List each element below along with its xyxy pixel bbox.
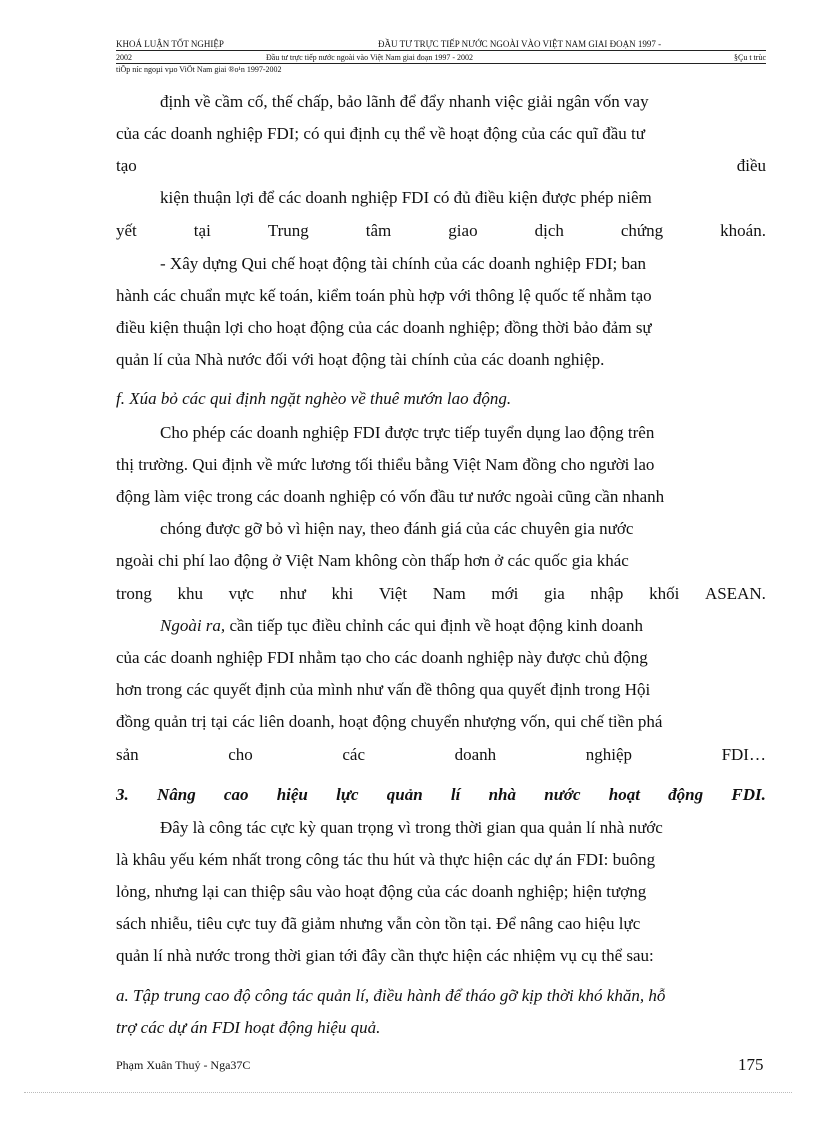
subheader-garbled: tiÕp níc ngoµi vµo ViÖt Nam giai ®o¹n 1997-2002 xyxy=(116,65,282,74)
body-line-5 xyxy=(116,221,766,241)
word: các xyxy=(342,745,366,764)
heading-word: cao xyxy=(223,785,249,804)
body-line-8: điều kiện thuận lợi cho hoạt động của các doanh nghiệp; đồng thời bảo đảm sự xyxy=(116,318,652,337)
heading-word: nước xyxy=(544,785,581,804)
body-line-13: động làm việc trong các doanh nghiệp có vốn đầu tư nước ngoài cũng cần nhanh xyxy=(116,487,665,506)
word: nhập xyxy=(590,584,624,603)
footer-author: Phạm Xuân Thuỷ - Nga37C xyxy=(116,1058,251,1072)
body-line-15: ngoài chi phí lao động ở Việt Nam không còn thấp hơn ở các quốc gia khác xyxy=(116,551,629,570)
body-line-14: chóng được gỡ bỏ vì hiện nay, theo đánh giá của các chuyên gia nước xyxy=(160,519,634,538)
word: vực xyxy=(228,584,254,603)
word: doanh xyxy=(454,745,497,764)
word: chứng xyxy=(620,221,664,240)
subsection-f-title: f. Xúa bỏ các qui định ngặt nghèo về thuê mướn lao động. xyxy=(116,389,512,408)
header-right: ĐẦU TƯ TRỰC TIẾP NƯỚC NGOÀI VÀO VIỆT NAM GIAI ĐOẠN 1997 - xyxy=(378,39,662,49)
word: gia xyxy=(543,584,565,603)
body-line-3 xyxy=(116,156,766,176)
subheader-garbled-right: §Çu t trùc xyxy=(734,53,766,62)
body-line-2: của các doanh nghiệp FDI; có qui định cụ thể về hoạt động của các quĩ đầu tư xyxy=(116,124,645,143)
heading-word: nhà xyxy=(488,785,517,804)
body-line-17 xyxy=(160,616,766,636)
running-header xyxy=(116,38,766,51)
word: nghiệp xyxy=(585,745,632,764)
subheader-title: Đầu tư trực tiếp nước ngoài vào Việt Nam giai đoạn 1997 - 2002 xyxy=(266,53,474,62)
heading-word: Nâng xyxy=(156,785,196,804)
heading-word: động xyxy=(668,785,704,804)
body-line-21 xyxy=(116,745,766,765)
body-line-18: của các doanh nghiệp FDI nhằm tạo cho các doanh nghiệp này được chủ động xyxy=(116,648,648,667)
body-line-24: là khâu yếu kém nhất trong công tác thu hút và thực hiện các dự án FDI: buông xyxy=(116,850,656,869)
body-line-11: Cho phép các doanh nghiệp FDI được trực tiếp tuyển dụng lao động trên xyxy=(160,423,655,442)
subsection-a-line-1: a. Tập trung cao độ công tác quản lí, điều hành để tháo gỡ kịp thời khó khăn, hỗ xyxy=(116,986,666,1005)
word: dịch xyxy=(534,221,564,240)
body-line-16 xyxy=(116,584,766,604)
word: Nam xyxy=(432,584,466,603)
emphasis-ngoai-ra: Ngoài ra, xyxy=(160,616,226,635)
page-number: 175 xyxy=(738,1055,764,1074)
body-line-12: thị trường. Qui định về mức lương tối thiểu bằng Việt Nam đồng cho người lao xyxy=(116,455,655,474)
word: khoán. xyxy=(720,221,766,240)
body-line-27: quản lí nhà nước trong thời gian tới đây cần thực hiện các nhiệm vụ cụ thể sau: xyxy=(116,946,654,965)
body-line-6: - Xây dựng Qui chế hoạt động tài chính của các doanh nghiệp FDI; ban xyxy=(160,254,647,273)
heading-word: 3. xyxy=(116,785,129,804)
heading-word: lí xyxy=(450,785,461,804)
body-line-23: Đây là công tác cực kỳ quan trọng vì trong thời gian qua quản lí nhà nước xyxy=(160,818,663,837)
heading-word: hiệu xyxy=(276,785,308,804)
body-line-25: lỏng, nhưng lại can thiệp sâu vào hoạt động của các doanh nghiệp; hiện tượng xyxy=(116,882,647,901)
body-line-17-rest: cần tiếp tục điều chỉnh các qui định về hoạt động kinh doanh xyxy=(225,616,643,635)
word: sản xyxy=(116,745,139,764)
word: yết xyxy=(116,221,137,240)
word: FDI… xyxy=(721,745,766,764)
body-line-26: sách nhiễu, tiêu cực tuy đã giảm nhưng vẫn còn tồn tại. Để nâng cao hiệu lực xyxy=(116,914,641,933)
word: khi xyxy=(331,584,354,603)
subsection-a-line-2: trợ các dự án FDI hoạt động hiệu quả. xyxy=(116,1018,381,1037)
heading-word: hoạt xyxy=(608,785,640,804)
word: mới xyxy=(491,584,519,603)
body-line-19: hơn trong các quyết định của mình như vấn đề thông qua quyết định trong Hội xyxy=(116,680,651,699)
word: Việt xyxy=(378,584,408,603)
body-line-4: kiện thuận lợi để các doanh nghiệp FDI có đủ điều kiện được phép niêm xyxy=(160,188,652,207)
body-line-3-start: tạo xyxy=(116,156,137,175)
word: khu xyxy=(177,584,204,603)
body-line-9: quản lí của Nhà nước đối với hoạt động tài chính của các doanh nghiệp. xyxy=(116,350,605,369)
word: cho xyxy=(228,745,253,764)
body-line-20: đồng quản trị tại các liên doanh, hoạt động chuyển nhượng vốn, qui chế tiền phá xyxy=(116,712,663,731)
section-3-heading xyxy=(116,785,766,805)
word: như xyxy=(279,584,306,603)
body-line-7: hành các chuẩn mực kế toán, kiểm toán phù hợp với thông lệ quốc tế nhằm tạo xyxy=(116,286,652,305)
heading-word: quản xyxy=(386,785,423,804)
heading-word: lực xyxy=(336,785,359,804)
word: tại xyxy=(193,221,211,240)
header-left: KHOÁ LUẬN TỐT NGHIỆP xyxy=(116,39,224,49)
subheader-year: 2002 xyxy=(116,53,132,62)
word: trong xyxy=(116,584,152,603)
word: Trung xyxy=(267,221,309,240)
word: tâm xyxy=(365,221,392,240)
word: giao xyxy=(448,221,478,240)
body-line-3-end: điều xyxy=(736,156,766,175)
heading-word: FDI. xyxy=(731,785,766,804)
page-bottom-divider xyxy=(24,1092,792,1093)
word: ASEAN. xyxy=(704,584,766,603)
running-subheader xyxy=(116,53,766,64)
body-line-1: định về cầm cố, thế chấp, bảo lãnh để đẩy nhanh việc giải ngân vốn vay xyxy=(160,92,649,111)
word: khối xyxy=(649,584,680,603)
